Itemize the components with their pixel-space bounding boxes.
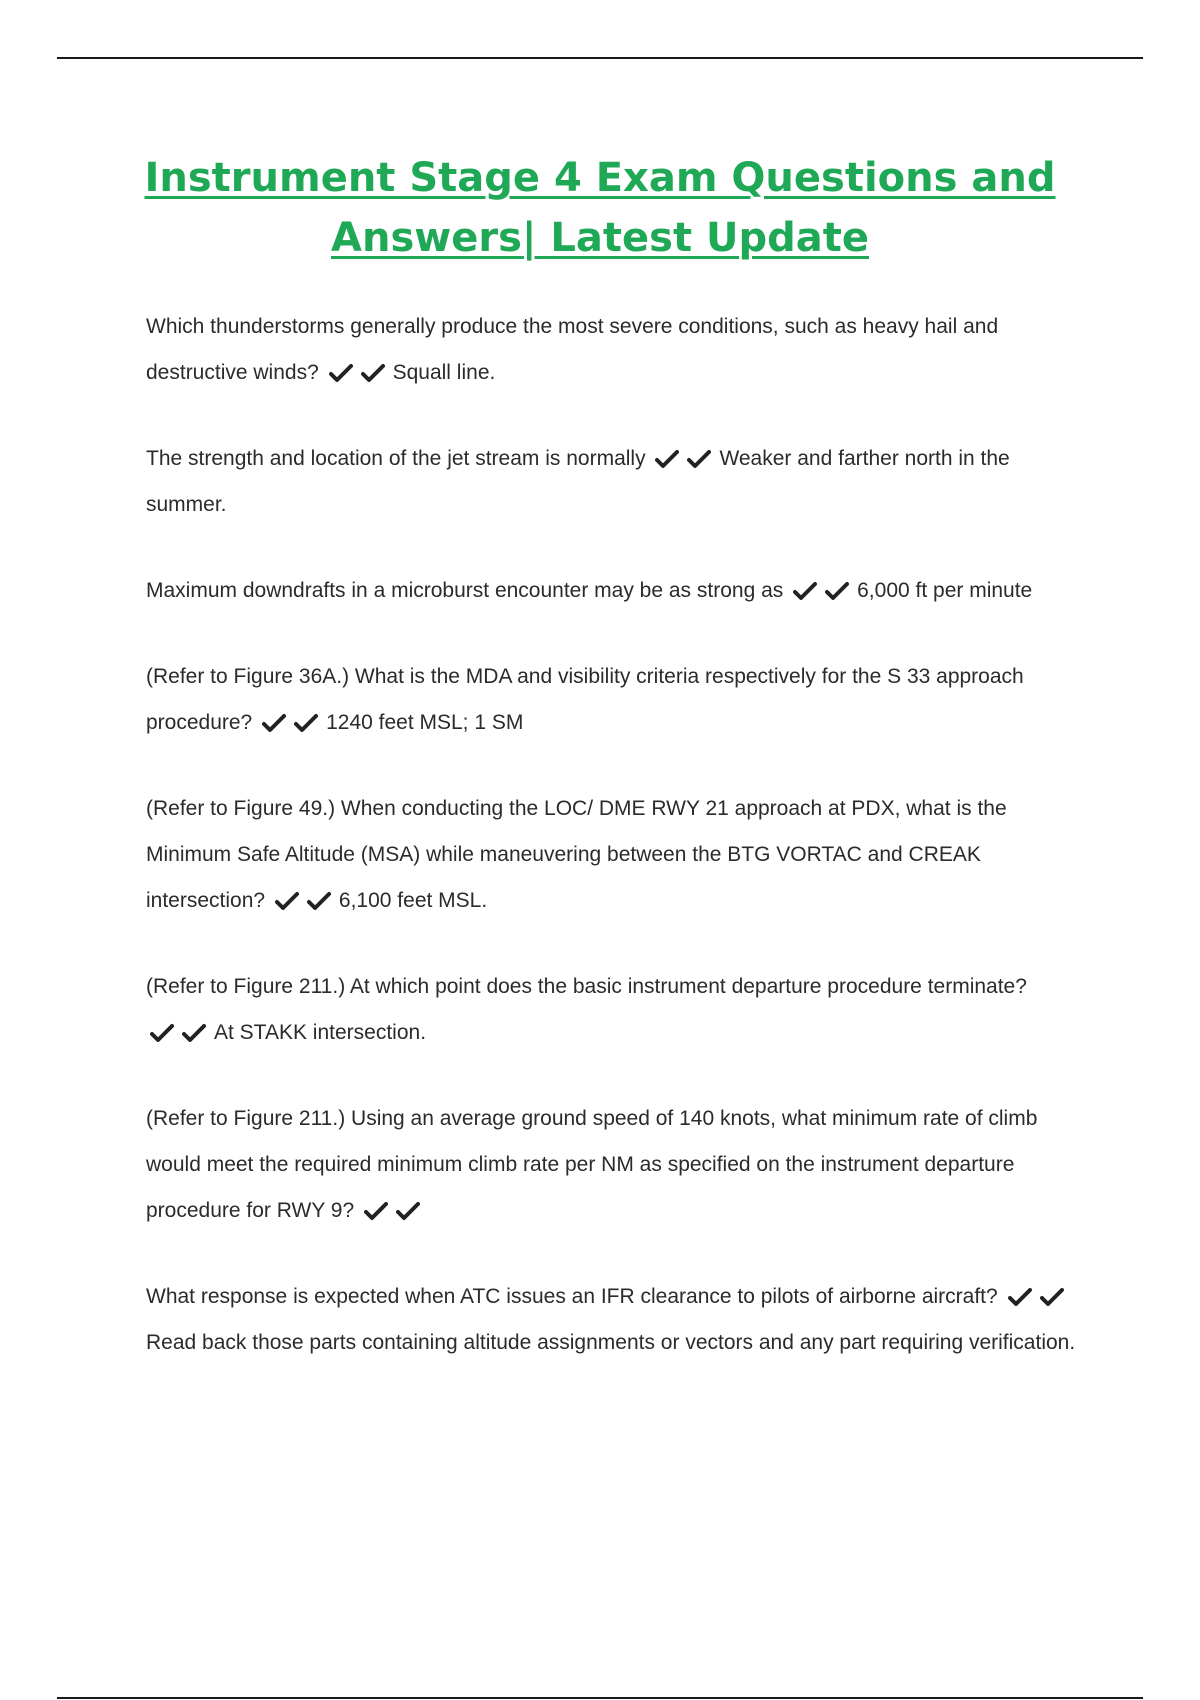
question-text: (Refer to Figure 36A.) What is the MDA and visibility criteria respectively for the S 33 approach procedure? (146, 665, 1024, 734)
qa-item (146, 568, 1096, 614)
qa-item (146, 786, 1096, 924)
answer-marker (271, 889, 339, 912)
bottom-rule (57, 1697, 1143, 1699)
check-icon (793, 581, 817, 601)
answer-text: 6,000 ft per minute (857, 579, 1033, 602)
check-icon (687, 449, 711, 469)
document-title: Instrument Stage 4 Exam Questions and Answers| Latest Update (144, 155, 1056, 261)
answer-text: 6,100 feet MSL. (338, 889, 488, 912)
check-icon (150, 1023, 174, 1043)
answer-marker (651, 447, 719, 470)
check-icon (364, 1201, 388, 1221)
qa-item (146, 1274, 1096, 1366)
check-icon (361, 363, 385, 383)
answer-marker (360, 1199, 428, 1222)
qa-item (146, 304, 1096, 396)
qa-list (146, 304, 1096, 1406)
answer-text: 1240 feet MSL; 1 SM (326, 711, 524, 734)
check-icon (396, 1201, 420, 1221)
check-icon (307, 891, 331, 911)
qa-item (146, 654, 1096, 746)
question-text: What response is expected when ATC issues an IFR clearance to pilots of airborne aircraft? (146, 1285, 998, 1308)
question-text: Maximum downdrafts in a microburst encounter may be as strong as (146, 579, 784, 602)
qa-item (146, 964, 1096, 1056)
check-icon (1008, 1287, 1032, 1307)
answer-text: Squall line. (392, 361, 496, 384)
check-icon (294, 713, 318, 733)
question-text: The strength and location of the jet stream is normally (146, 447, 646, 470)
check-icon (1040, 1287, 1064, 1307)
answer-marker (258, 711, 326, 734)
top-rule (57, 57, 1143, 59)
check-icon (825, 581, 849, 601)
answer-marker (1004, 1285, 1072, 1308)
answer-marker (789, 579, 857, 602)
check-icon (655, 449, 679, 469)
answer-text: Read back those parts containing altitude assignments or vectors and any part requiring verification. (146, 1331, 1076, 1354)
answer-marker (325, 361, 393, 384)
answer-text: Weaker and farther north in the summer. (146, 447, 1010, 516)
question-text: (Refer to Figure 211.) At which point does the basic instrument departure procedure terminate? (146, 975, 1027, 998)
check-icon (329, 363, 353, 383)
answer-text: At STAKK intersection. (214, 1021, 427, 1044)
check-icon (275, 891, 299, 911)
answer-marker (146, 1021, 214, 1044)
check-icon (262, 713, 286, 733)
check-icon (182, 1023, 206, 1043)
qa-item (146, 436, 1096, 528)
question-text: (Refer to Figure 211.) Using an average ground speed of 140 knots, what minimum rate of climb would meet the required minimum climb rate per NM as specified on the instrument departure procedure for RWY 9? (146, 1107, 1038, 1222)
question-text: (Refer to Figure 49.) When conducting the LOC/ DME RWY 21 approach at PDX, what is the Minimum Safe Altitude (MSA) while maneuvering between the BTG VORTAC and CREAK intersection? (146, 797, 1007, 912)
question-text: Which thunderstorms generally produce the most severe conditions, such as heavy hail and destructive winds? (146, 315, 999, 384)
qa-item (146, 1096, 1096, 1234)
